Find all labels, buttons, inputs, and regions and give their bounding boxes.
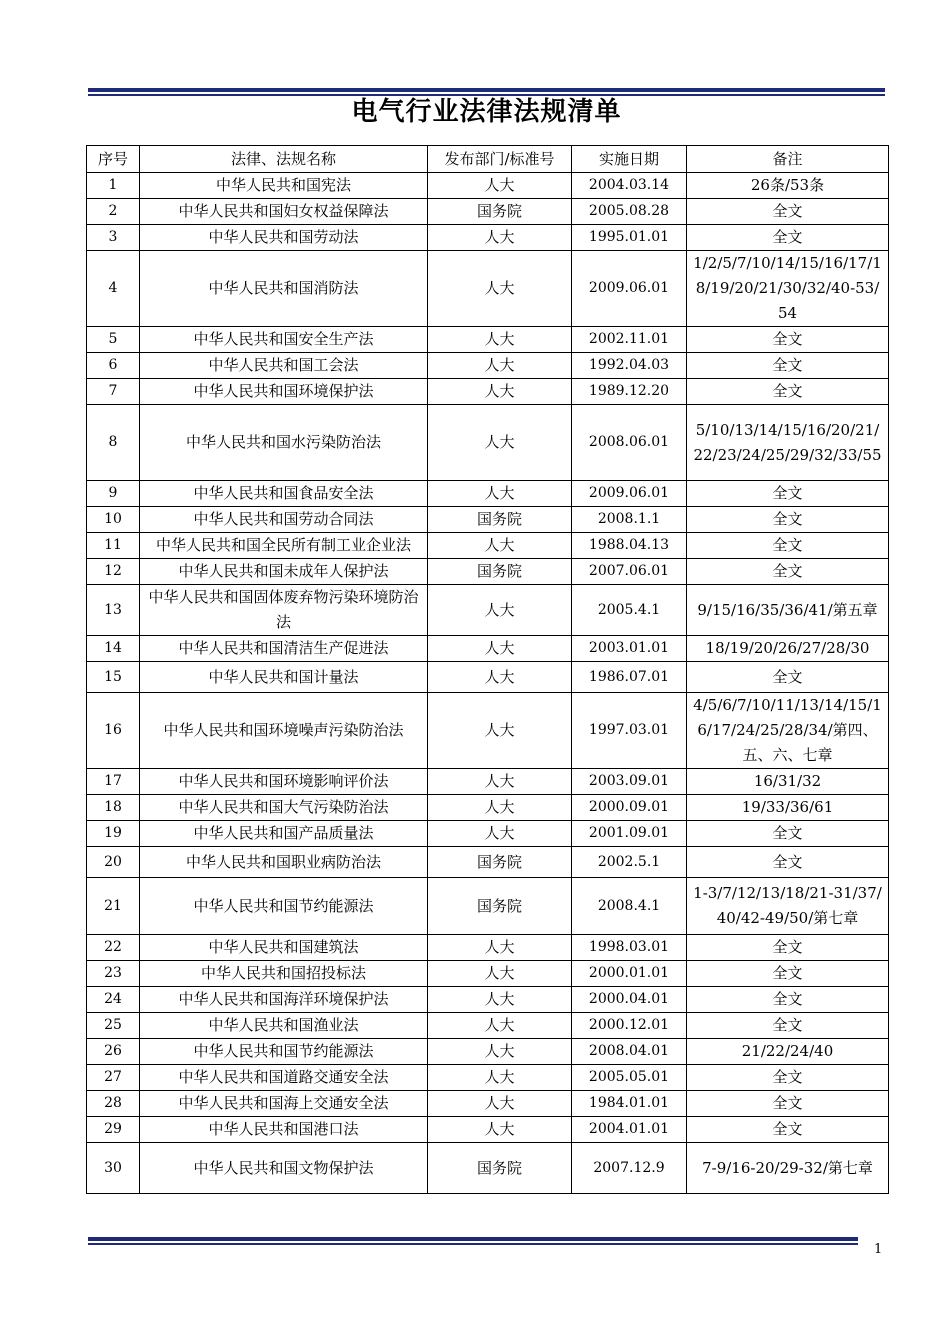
cell-dept: 人大 — [428, 225, 572, 251]
cell-dept: 人大 — [428, 533, 572, 559]
cell-date: 2008.4.1 — [572, 878, 687, 935]
table-row — [87, 795, 889, 821]
cell-no: 13 — [87, 585, 140, 636]
cell-no: 11 — [87, 533, 140, 559]
cell-law-name: 中华人民共和国节约能源法 — [140, 1039, 428, 1065]
cell-dept: 国务院 — [428, 507, 572, 533]
cell-dept: 人大 — [428, 1013, 572, 1039]
cell-no: 18 — [87, 795, 140, 821]
cell-date: 2000.04.01 — [572, 987, 687, 1013]
cell-law-name: 中华人民共和国环境噪声污染防治法 — [140, 693, 428, 769]
cell-date: 2000.01.01 — [572, 961, 687, 987]
cell-note: 26条/53条 — [687, 173, 889, 199]
cell-law-name: 中华人民共和国节约能源法 — [140, 878, 428, 935]
table-row — [87, 1143, 889, 1194]
document-title: 电气行业法律法规清单 — [351, 97, 622, 127]
cell-law-name: 中华人民共和国工会法 — [140, 353, 428, 379]
cell-dept: 人大 — [428, 585, 572, 636]
cell-note: 4/5/6/7/10/11/13/14/15/16/17/24/25/28/34/第四、五、六、七章 — [687, 693, 889, 769]
cell-note: 1/2/5/7/10/14/15/16/17/18/19/20/21/30/32/40-53/54 — [687, 251, 889, 327]
cell-no: 23 — [87, 961, 140, 987]
cell-no: 4 — [87, 251, 140, 327]
cell-dept: 人大 — [428, 481, 572, 507]
table-row — [87, 507, 889, 533]
cell-law-name: 中华人民共和国海洋环境保护法 — [140, 987, 428, 1013]
cell-date: 2003.09.01 — [572, 769, 687, 795]
cell-no: 19 — [87, 821, 140, 847]
cell-law-name: 中华人民共和国港口法 — [140, 1117, 428, 1143]
cell-dept: 国务院 — [428, 1143, 572, 1194]
cell-note: 全文 — [687, 481, 889, 507]
cell-dept: 人大 — [428, 935, 572, 961]
cell-dept: 人大 — [428, 662, 572, 693]
table-row — [87, 379, 889, 405]
table-row — [87, 353, 889, 379]
table-row — [87, 199, 889, 225]
cell-date: 2008.04.01 — [572, 1039, 687, 1065]
cell-note: 全文 — [687, 199, 889, 225]
cell-note: 全文 — [687, 379, 889, 405]
cell-date: 2004.01.01 — [572, 1117, 687, 1143]
cell-no: 17 — [87, 769, 140, 795]
cell-date: 2003.01.01 — [572, 636, 687, 662]
table-row — [87, 662, 889, 693]
table-row — [87, 327, 889, 353]
cell-law-name: 中华人民共和国道路交通安全法 — [140, 1065, 428, 1091]
cell-no: 8 — [87, 405, 140, 481]
header-dept: 发布部门/标准号 — [428, 146, 572, 173]
bottom-footer-rule — [88, 1237, 858, 1245]
cell-law-name: 中华人民共和国固体废弃物污染环境防治法 — [140, 585, 428, 636]
cell-date: 2007.06.01 — [572, 559, 687, 585]
cell-date: 2009.06.01 — [572, 481, 687, 507]
cell-law-name: 中华人民共和国职业病防治法 — [140, 847, 428, 878]
table-row — [87, 1065, 889, 1091]
cell-note: 21/22/24/40 — [687, 1039, 889, 1065]
table-row — [87, 769, 889, 795]
cell-no: 15 — [87, 662, 140, 693]
cell-date: 2004.03.14 — [572, 173, 687, 199]
cell-note: 全文 — [687, 1013, 889, 1039]
cell-no: 12 — [87, 559, 140, 585]
cell-note: 18/19/20/26/27/28/30 — [687, 636, 889, 662]
header-name: 法律、法规名称 — [140, 146, 428, 173]
table-row — [87, 1091, 889, 1117]
cell-dept: 人大 — [428, 327, 572, 353]
table-header-row — [87, 146, 889, 173]
cell-dept: 人大 — [428, 405, 572, 481]
cell-no: 27 — [87, 1065, 140, 1091]
cell-date: 2002.5.1 — [572, 847, 687, 878]
table-row — [87, 935, 889, 961]
cell-law-name: 中华人民共和国环境保护法 — [140, 379, 428, 405]
cell-dept: 国务院 — [428, 199, 572, 225]
cell-law-name: 中华人民共和国渔业法 — [140, 1013, 428, 1039]
cell-dept: 人大 — [428, 1117, 572, 1143]
cell-dept: 人大 — [428, 821, 572, 847]
cell-note: 19/33/36/61 — [687, 795, 889, 821]
cell-date: 2000.09.01 — [572, 795, 687, 821]
cell-no: 6 — [87, 353, 140, 379]
page-number: 1 — [874, 1242, 883, 1257]
cell-date: 2005.08.28 — [572, 199, 687, 225]
cell-date: 2008.06.01 — [572, 405, 687, 481]
cell-law-name: 中华人民共和国建筑法 — [140, 935, 428, 961]
cell-no: 21 — [87, 878, 140, 935]
cell-dept: 国务院 — [428, 847, 572, 878]
table-row — [87, 1039, 889, 1065]
cell-note: 全文 — [687, 559, 889, 585]
cell-law-name: 中华人民共和国大气污染防治法 — [140, 795, 428, 821]
header-date: 实施日期 — [572, 146, 687, 173]
cell-date: 1997.03.01 — [572, 693, 687, 769]
cell-note: 全文 — [687, 821, 889, 847]
cell-law-name: 中华人民共和国消防法 — [140, 251, 428, 327]
cell-no: 30 — [87, 1143, 140, 1194]
cell-note: 全文 — [687, 533, 889, 559]
cell-dept: 国务院 — [428, 878, 572, 935]
cell-law-name: 中华人民共和国全民所有制工业企业法 — [140, 533, 428, 559]
law-regulation-table — [86, 145, 889, 1194]
cell-law-name: 中华人民共和国劳动法 — [140, 225, 428, 251]
table-row — [87, 533, 889, 559]
cell-dept: 人大 — [428, 1091, 572, 1117]
cell-dept: 人大 — [428, 379, 572, 405]
cell-date: 2001.09.01 — [572, 821, 687, 847]
cell-no: 10 — [87, 507, 140, 533]
cell-note: 全文 — [687, 225, 889, 251]
cell-no: 29 — [87, 1117, 140, 1143]
cell-note: 全文 — [687, 353, 889, 379]
cell-no: 24 — [87, 987, 140, 1013]
cell-dept: 国务院 — [428, 559, 572, 585]
cell-law-name: 中华人民共和国劳动合同法 — [140, 507, 428, 533]
cell-law-name: 中华人民共和国海上交通安全法 — [140, 1091, 428, 1117]
cell-date: 1998.03.01 — [572, 935, 687, 961]
cell-no: 7 — [87, 379, 140, 405]
cell-dept: 人大 — [428, 1065, 572, 1091]
cell-law-name: 中华人民共和国计量法 — [140, 662, 428, 693]
cell-date: 1995.01.01 — [572, 225, 687, 251]
cell-dept: 人大 — [428, 251, 572, 327]
cell-note: 全文 — [687, 1091, 889, 1117]
cell-note: 9/15/16/35/36/41/第五章 — [687, 585, 889, 636]
cell-note: 全文 — [687, 507, 889, 533]
table-row — [87, 559, 889, 585]
cell-law-name: 中华人民共和国未成年人保护法 — [140, 559, 428, 585]
cell-dept: 人大 — [428, 795, 572, 821]
table-row — [87, 1117, 889, 1143]
cell-note: 全文 — [687, 662, 889, 693]
cell-date: 2000.12.01 — [572, 1013, 687, 1039]
cell-note: 全文 — [687, 1117, 889, 1143]
cell-note: 16/31/32 — [687, 769, 889, 795]
table-row — [87, 847, 889, 878]
cell-dept: 人大 — [428, 636, 572, 662]
cell-dept: 人大 — [428, 769, 572, 795]
table-row — [87, 585, 889, 636]
cell-no: 5 — [87, 327, 140, 353]
cell-law-name: 中华人民共和国宪法 — [140, 173, 428, 199]
table-row — [87, 987, 889, 1013]
cell-law-name: 中华人民共和国招投标法 — [140, 961, 428, 987]
cell-date: 1988.04.13 — [572, 533, 687, 559]
table-row — [87, 961, 889, 987]
cell-date: 2008.1.1 — [572, 507, 687, 533]
table-body — [87, 173, 889, 1194]
cell-note: 全文 — [687, 327, 889, 353]
table-row — [87, 405, 889, 481]
cell-date: 2005.4.1 — [572, 585, 687, 636]
cell-date: 1989.12.20 — [572, 379, 687, 405]
cell-dept: 人大 — [428, 1039, 572, 1065]
cell-law-name: 中华人民共和国食品安全法 — [140, 481, 428, 507]
table-row — [87, 251, 889, 327]
cell-note: 全文 — [687, 847, 889, 878]
cell-note: 全文 — [687, 1065, 889, 1091]
cell-no: 25 — [87, 1013, 140, 1039]
cell-date: 2009.06.01 — [572, 251, 687, 327]
cell-note: 全文 — [687, 961, 889, 987]
cell-law-name: 中华人民共和国妇女权益保障法 — [140, 199, 428, 225]
cell-no: 3 — [87, 225, 140, 251]
cell-date: 2005.05.01 — [572, 1065, 687, 1091]
cell-law-name: 中华人民共和国产品质量法 — [140, 821, 428, 847]
table-row — [87, 821, 889, 847]
cell-note: 全文 — [687, 935, 889, 961]
cell-note: 7-9/16-20/29-32/第七章 — [687, 1143, 889, 1194]
cell-no: 1 — [87, 173, 140, 199]
cell-dept: 人大 — [428, 693, 572, 769]
cell-no: 20 — [87, 847, 140, 878]
table-row — [87, 481, 889, 507]
cell-date: 2002.11.01 — [572, 327, 687, 353]
header-no: 序号 — [87, 146, 140, 173]
cell-no: 28 — [87, 1091, 140, 1117]
cell-dept: 人大 — [428, 173, 572, 199]
table-row — [87, 878, 889, 935]
cell-law-name: 中华人民共和国安全生产法 — [140, 327, 428, 353]
cell-no: 14 — [87, 636, 140, 662]
cell-dept: 人大 — [428, 353, 572, 379]
cell-no: 22 — [87, 935, 140, 961]
cell-dept: 人大 — [428, 961, 572, 987]
cell-no: 26 — [87, 1039, 140, 1065]
cell-no: 2 — [87, 199, 140, 225]
cell-law-name: 中华人民共和国环境影响评价法 — [140, 769, 428, 795]
table-row — [87, 693, 889, 769]
header-note: 备注 — [687, 146, 889, 173]
cell-no: 9 — [87, 481, 140, 507]
cell-no: 16 — [87, 693, 140, 769]
cell-date: 1984.01.01 — [572, 1091, 687, 1117]
cell-date: 2007.12.9 — [572, 1143, 687, 1194]
table-row — [87, 636, 889, 662]
cell-date: 1992.04.03 — [572, 353, 687, 379]
cell-law-name: 中华人民共和国水污染防治法 — [140, 405, 428, 481]
cell-law-name: 中华人民共和国清洁生产促进法 — [140, 636, 428, 662]
table-row — [87, 1013, 889, 1039]
table-row — [87, 173, 889, 199]
table-row — [87, 225, 889, 251]
cell-note: 5/10/13/14/15/16/20/21/22/23/24/25/29/32/33/55 — [687, 405, 889, 481]
cell-dept: 人大 — [428, 987, 572, 1013]
cell-date: 1986.07.01 — [572, 662, 687, 693]
cell-note: 1-3/7/12/13/18/21-31/37/40/42-49/50/第七章 — [687, 878, 889, 935]
cell-law-name: 中华人民共和国文物保护法 — [140, 1143, 428, 1194]
cell-note: 全文 — [687, 987, 889, 1013]
